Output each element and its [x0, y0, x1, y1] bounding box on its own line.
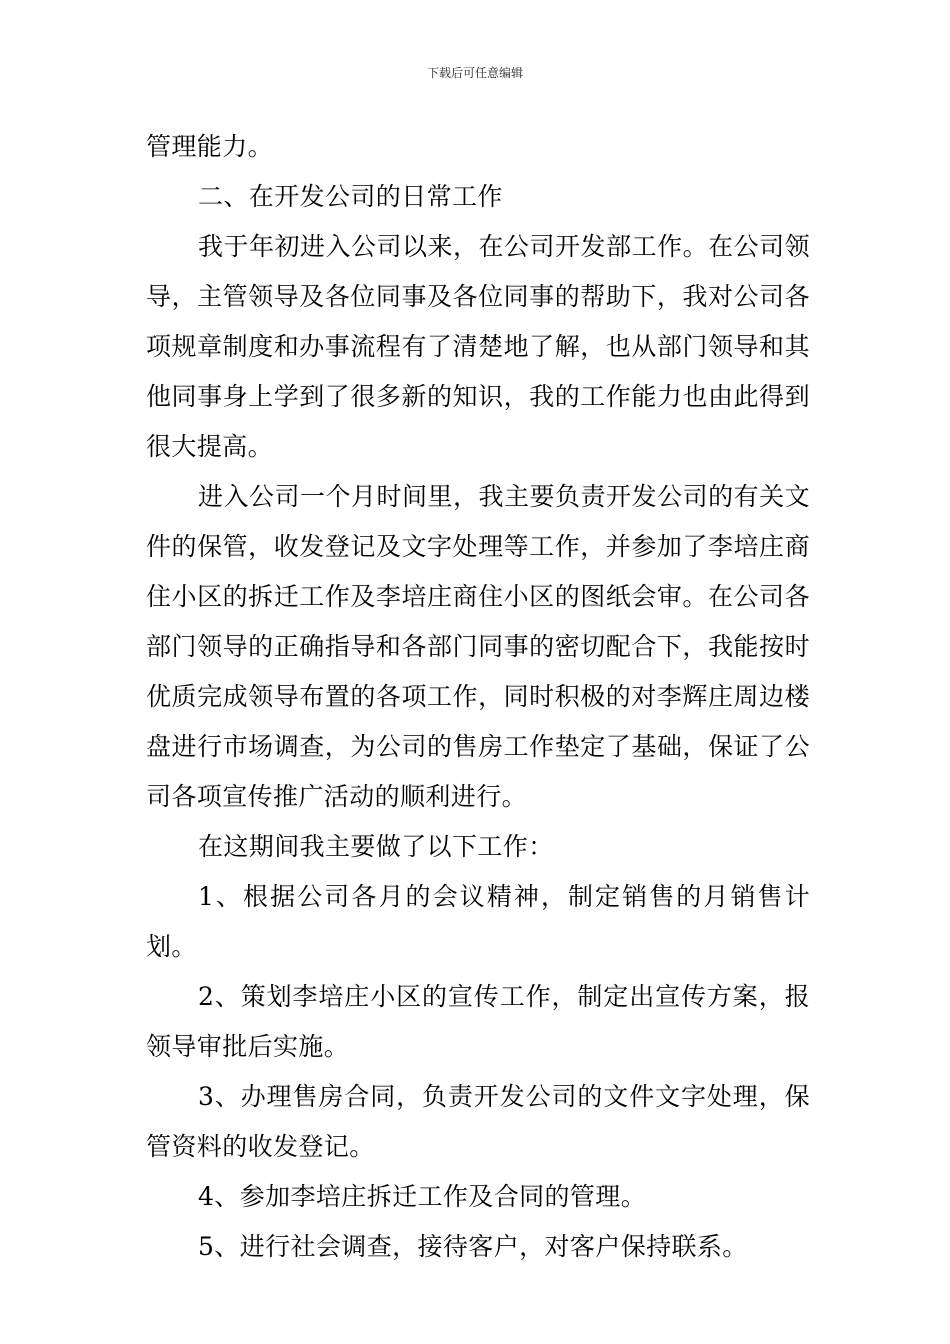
paragraph: 我于年初进入公司以来，在公司开发部工作。在公司领导，主管领导及各位同事及各位同事的帮助下，我对公司各项规章制度和办事流程有了清楚地了解，也从部门领导和其他同事身上学到了很多新的知识，我的工作能力也由此得到很大提高。	[146, 232, 810, 461]
list-item: 1、根据公司各月的会议精神，制定销售的月销售计划。	[146, 882, 810, 961]
paragraph: 进入公司一个月时间里，我主要负责开发公司的有关文件的保管，收发登记及文字处理等工作，并参加了李培庄商住小区的拆迁工作及李培庄商住小区的图纸会审。在公司各部门领导的正确指导和各部门同事的密切配合下，我能按时优质完成领导布置的各项工作，同时积极的对李辉庄周边楼盘进行市场调查，为公司的售房工作垫定了基础，保证了公司各项宣传推广活动的顺利进行。	[146, 482, 810, 811]
paragraph: 管理能力。	[146, 132, 274, 161]
list-item: 5、进行社会调查，接待客户，对客户保持联系。	[198, 1232, 748, 1261]
paragraph: 在这期间我主要做了以下工作：	[198, 832, 554, 861]
section-heading: 二、在开发公司的日常工作	[198, 182, 503, 211]
page-header: 下载后可任意编辑	[426, 66, 523, 80]
list-item: 2、策划李培庄小区的宣传工作，制定出宣传方案，报领导审批后实施。	[146, 982, 810, 1061]
list-item: 3、办理售房合同，负责开发公司的文件文字处理，保管资料的收发登记。	[146, 1082, 810, 1161]
list-item: 4、参加李培庄拆迁工作及合同的管理。	[198, 1182, 647, 1211]
body-text	[146, 122, 810, 1272]
